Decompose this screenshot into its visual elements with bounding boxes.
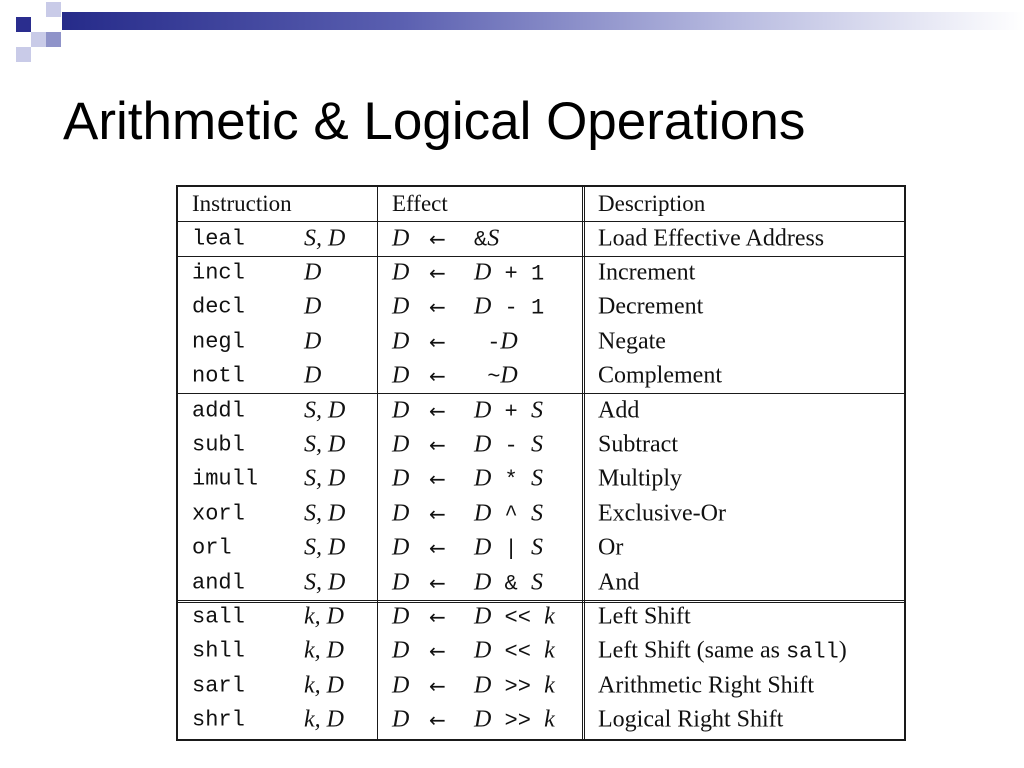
effect-expression xyxy=(474,363,518,390)
operands: k, D xyxy=(304,706,344,733)
header-instruction: Instruction xyxy=(192,191,292,217)
description: Arithmetic Right Shift xyxy=(598,672,814,699)
effect-destination: D xyxy=(392,225,410,252)
instruction-name: incl xyxy=(192,260,245,286)
operands: k, D xyxy=(304,603,344,630)
slide-title: Arithmetic & Logical Operations xyxy=(63,92,806,151)
description: Left Shift xyxy=(598,603,691,630)
description: Complement xyxy=(598,362,722,389)
operands: S, D xyxy=(304,431,346,458)
assign-arrow-icon: ← xyxy=(429,536,446,561)
instruction-name: subl xyxy=(192,432,245,458)
text-fragment: k xyxy=(544,603,555,630)
operands: D xyxy=(304,362,322,389)
text-fragment: D xyxy=(474,534,492,561)
description xyxy=(598,638,847,665)
assign-arrow-icon: ← xyxy=(429,708,446,733)
operands: S, D xyxy=(304,397,346,424)
instruction-name: imull xyxy=(192,466,259,492)
operands: S, D xyxy=(304,534,346,561)
table-row xyxy=(178,703,904,737)
effect-destination: D xyxy=(392,534,410,561)
operands: k, D xyxy=(304,672,344,699)
instruction-name: addl xyxy=(192,398,245,424)
effect-destination: D xyxy=(392,672,410,699)
table-row xyxy=(178,359,904,393)
text-fragment: D xyxy=(500,328,518,355)
description: Exclusive-Or xyxy=(598,500,726,527)
description: Negate xyxy=(598,328,666,355)
text-fragment: & xyxy=(474,227,488,253)
effect-expression xyxy=(474,259,544,286)
instruction-name: sall xyxy=(192,604,245,630)
text-fragment: k xyxy=(544,706,555,733)
operations-table xyxy=(176,185,906,741)
effect-destination: D xyxy=(392,431,410,458)
header-effect: Effect xyxy=(392,191,448,217)
text-fragment: - xyxy=(474,330,501,356)
assign-arrow-icon: ← xyxy=(429,398,446,423)
assign-arrow-icon: ← xyxy=(429,432,446,457)
operands: S, D xyxy=(304,465,346,492)
table-row xyxy=(178,669,904,703)
effect-expression xyxy=(474,397,543,424)
effect-destination: D xyxy=(392,603,410,630)
operands: S, D xyxy=(304,500,346,527)
instruction-name: leal xyxy=(192,226,245,252)
effect-destination: D xyxy=(392,637,410,664)
description: Logical Right Shift xyxy=(598,706,784,733)
text-fragment: << xyxy=(491,605,545,631)
operands: D xyxy=(304,293,322,320)
text-fragment: D xyxy=(474,603,492,630)
instruction-name: sarl xyxy=(192,673,245,699)
assign-arrow-icon: ← xyxy=(429,260,446,285)
text-fragment: ~ xyxy=(474,364,501,390)
text-fragment: S xyxy=(530,431,543,458)
effect-expression xyxy=(474,294,544,321)
effect-expression xyxy=(474,466,543,493)
effect-destination: D xyxy=(392,362,410,389)
instruction-name: shrl xyxy=(192,707,245,733)
table-row xyxy=(178,221,904,255)
table-row xyxy=(178,462,904,496)
text-fragment: & xyxy=(491,571,531,597)
table-row xyxy=(178,497,904,531)
description: Multiply xyxy=(598,465,683,492)
assign-arrow-icon: ← xyxy=(429,570,446,595)
text-fragment: S xyxy=(530,569,543,596)
effect-expression xyxy=(474,535,543,562)
table-header-row xyxy=(178,187,904,221)
decor-square-light xyxy=(16,47,31,62)
assign-arrow-icon: ← xyxy=(429,329,446,354)
text-fragment: k xyxy=(544,672,555,699)
text-fragment: D xyxy=(474,672,492,699)
text-fragment: - 1 xyxy=(491,295,545,321)
assign-arrow-icon: ← xyxy=(429,673,446,698)
instruction-name: andl xyxy=(192,570,245,596)
description: Decrement xyxy=(598,293,704,320)
decor-square-mid xyxy=(46,32,61,47)
instruction-name: decl xyxy=(192,294,245,320)
text-fragment: D xyxy=(474,706,492,733)
table-row xyxy=(178,428,904,462)
effect-destination: D xyxy=(392,259,410,286)
text-fragment: ) xyxy=(838,637,847,664)
assign-arrow-icon: ← xyxy=(429,639,446,664)
effect-expression xyxy=(474,569,543,596)
text-fragment: * xyxy=(491,467,531,493)
text-fragment: D xyxy=(474,569,492,596)
table-row xyxy=(178,634,904,668)
table-row xyxy=(178,256,904,290)
table-row xyxy=(178,531,904,565)
description: Add xyxy=(598,397,640,424)
effect-expression xyxy=(474,672,555,699)
text-fragment: S xyxy=(530,465,543,492)
effect-expression xyxy=(474,500,543,527)
effect-destination: D xyxy=(392,328,410,355)
instruction-name: shll xyxy=(192,638,245,664)
text-fragment: D xyxy=(474,500,492,527)
operands: D xyxy=(304,259,322,286)
assign-arrow-icon: ← xyxy=(429,364,446,389)
description: Or xyxy=(598,534,624,561)
header-gradient-bar xyxy=(62,12,1024,30)
text-fragment: D xyxy=(500,362,518,389)
effect-expression xyxy=(474,431,543,458)
text-fragment: D xyxy=(474,259,492,286)
text-fragment: D xyxy=(474,293,492,320)
effect-destination: D xyxy=(392,569,410,596)
decor-square-dark xyxy=(16,17,31,32)
assign-arrow-icon: ← xyxy=(429,604,446,629)
text-fragment: D xyxy=(474,637,492,664)
effect-expression xyxy=(474,225,499,252)
effect-destination: D xyxy=(392,465,410,492)
table-row xyxy=(178,325,904,359)
text-fragment: << xyxy=(491,639,545,665)
text-fragment: + 1 xyxy=(491,261,545,287)
text-fragment: S xyxy=(487,225,500,252)
effect-destination: D xyxy=(392,397,410,424)
text-fragment: D xyxy=(474,465,492,492)
effect-destination: D xyxy=(392,706,410,733)
instruction-name: notl xyxy=(192,363,245,389)
text-fragment: + xyxy=(491,399,531,425)
operands: D xyxy=(304,328,322,355)
text-fragment: Left Shift (same as xyxy=(598,637,786,664)
instruction-name: negl xyxy=(192,329,245,355)
effect-expression xyxy=(474,328,518,355)
table-row xyxy=(178,393,904,427)
header-description: Description xyxy=(598,191,706,217)
table-row xyxy=(178,600,904,634)
text-fragment: | xyxy=(491,536,531,562)
text-fragment: S xyxy=(530,534,543,561)
assign-arrow-icon: ← xyxy=(429,226,446,251)
text-fragment: D xyxy=(474,397,492,424)
text-fragment: ^ xyxy=(491,502,531,528)
assign-arrow-icon: ← xyxy=(429,501,446,526)
description: Subtract xyxy=(598,431,678,458)
decor-square-light xyxy=(31,32,46,47)
text-fragment: D xyxy=(474,431,492,458)
operands: k, D xyxy=(304,637,344,664)
table-row xyxy=(178,290,904,324)
text-fragment: >> xyxy=(491,674,545,700)
decor-square-light xyxy=(46,2,61,17)
effect-expression xyxy=(474,707,555,734)
text-fragment: >> xyxy=(491,708,545,734)
text-fragment: S xyxy=(530,500,543,527)
effect-expression xyxy=(474,603,555,630)
text-fragment: - xyxy=(491,433,531,459)
effect-destination: D xyxy=(392,500,410,527)
description: And xyxy=(598,569,640,596)
operands: S, D xyxy=(304,225,346,252)
effect-expression xyxy=(474,638,555,665)
text-fragment: S xyxy=(530,397,543,424)
table-row xyxy=(178,565,904,599)
description: Increment xyxy=(598,259,696,286)
text-fragment: sall xyxy=(785,639,839,665)
effect-destination: D xyxy=(392,293,410,320)
description: Load Effective Address xyxy=(598,225,825,252)
instruction-name: orl xyxy=(192,535,232,561)
assign-arrow-icon: ← xyxy=(429,467,446,492)
assign-arrow-icon: ← xyxy=(429,295,446,320)
text-fragment: k xyxy=(544,637,555,664)
operands: S, D xyxy=(304,569,346,596)
instruction-name: xorl xyxy=(192,501,245,527)
